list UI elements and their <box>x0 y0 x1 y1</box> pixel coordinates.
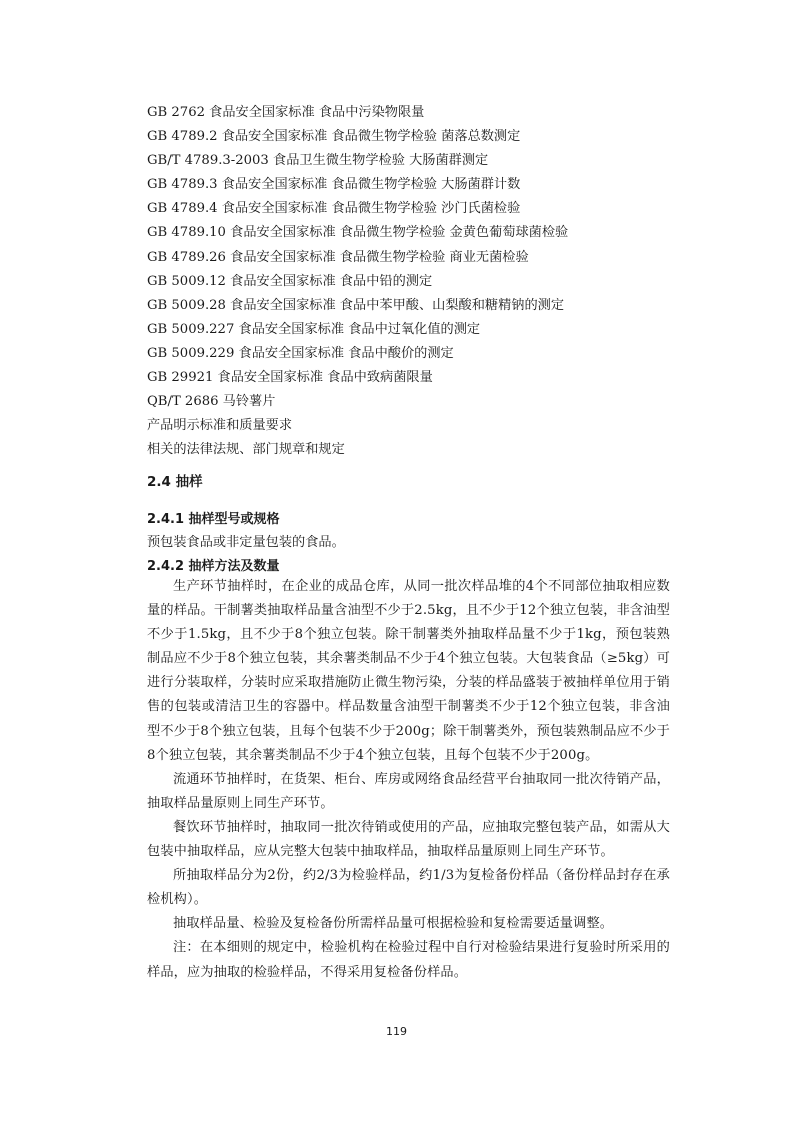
reference-item: GB/T 4789.3-2003 食品卫生微生物学检验 大肠菌群测定 <box>147 153 489 169</box>
page-number: 119 <box>386 1025 407 1038</box>
reference-item: GB 5009.227 食品安全国家标准 食品中过氧化值的测定 <box>147 321 481 337</box>
reference-item: GB 29921 食品安全国家标准 食品中致病菌限量 <box>147 370 433 386</box>
paragraph-circulation-sampling: 流通环节抽样时，在货架、柜台、库房或网络食品经营平台抽取同一批次待销产品，抽取样品量原则上同生产环节。 <box>147 771 670 811</box>
paragraph-quantity-adjustment: 抽取样品量、检验及复检备份所需样品量可根据检验和复检需要适量调整。 <box>173 916 614 932</box>
reference-item: GB 5009.12 食品安全国家标准 食品中铅的测定 <box>147 273 433 289</box>
reference-item: GB 2762 食品安全国家标准 食品中污染物限量 <box>147 105 425 120</box>
reference-item: QB/T 2686 马铃薯片 <box>147 394 276 410</box>
reference-item: GB 5009.229 食品安全国家标准 食品中酸价的测定 <box>147 345 454 361</box>
paragraph-catering-sampling: 餐饮环节抽样时，抽取同一批次待销或使用的产品，应抽取完整包装产品，如需从大包装中抽取样品，应从完整大包装中抽取样品，抽取样品量原则上同生产环节。 <box>147 819 670 860</box>
paragraph-note: 注：在本细则的规定中，检验机构在检验过程中自行对检验结果进行复验时所采用的样品，应为抽取的检验样品，不得采用复检备份样品。 <box>147 940 670 980</box>
reference-item: 相关的法律法规、部门规章和规定 <box>147 442 345 458</box>
reference-item: GB 5009.28 食品安全国家标准 食品中苯甲酸、山梨酸和糖精钠的测定 <box>147 297 565 313</box>
paragraph-production-sampling: 生产环节抽样时，在企业的成品仓库，从同一批次样品堆的4个不同部位抽取相应数量的样品。干制薯类抽取样品量含油型不少于2.5kg，且不少于12个独立包装，非含油型不少于1.5kg，且不少于8个独立包装。除干制薯类外抽取样品量不少于1kg，预包装熟制品应不少于8个独立包装，其余薯类制品不少于4个独立包装。大包装食品（≥5kg）可进行分装取样，分装时应采取措施防止微生物污染，分装的样品盛装于被抽样单位用于销售的包装或清洁卫生的容器中。样品数量含油型干制薯类不少于12个独立包装，非含油型不少于8个独立包装，且每个包装不少于200g；除干制薯类外，预包装熟制品应不少于8个独立包装，其余薯类制品不少于4个独立包装，且每个包装不少于200g。 <box>147 579 670 763</box>
paragraph-sample-division: 所抽取样品分为2份，约2/3为检验样品，约1/3为复检备份样品（备份样品封存在承检机构）。 <box>147 868 670 908</box>
reference-item: GB 4789.2 食品安全国家标准 食品微生物学检验 菌落总数测定 <box>147 129 521 145</box>
section-heading-sampling: 2.4 抽样 <box>147 474 203 490</box>
reference-item: GB 4789.4 食品安全国家标准 食品微生物学检验 沙门氏菌检验 <box>147 201 521 217</box>
sampling-method-body <box>147 575 670 985</box>
reference-item: GB 4789.26 食品安全国家标准 食品微生物学检验 商业无菌检验 <box>147 249 529 265</box>
reference-item: 产品明示标准和质量要求 <box>147 418 293 434</box>
subsection-heading-sampling-method: 2.4.2 抽样方法及数量 <box>147 559 280 574</box>
subsection-heading-sample-spec: 2.4.1 抽样型号或规格 <box>147 512 280 527</box>
reference-item: GB 4789.3 食品安全国家标准 食品微生物学检验 大肠菌群计数 <box>147 177 521 193</box>
sample-spec-text: 预包装食品或非定量包装的食品。 <box>147 535 345 550</box>
reference-item: GB 4789.10 食品安全国家标准 食品微生物学检验 金黄色葡萄球菌检验 <box>147 225 569 241</box>
reference-standards-list <box>147 101 687 462</box>
